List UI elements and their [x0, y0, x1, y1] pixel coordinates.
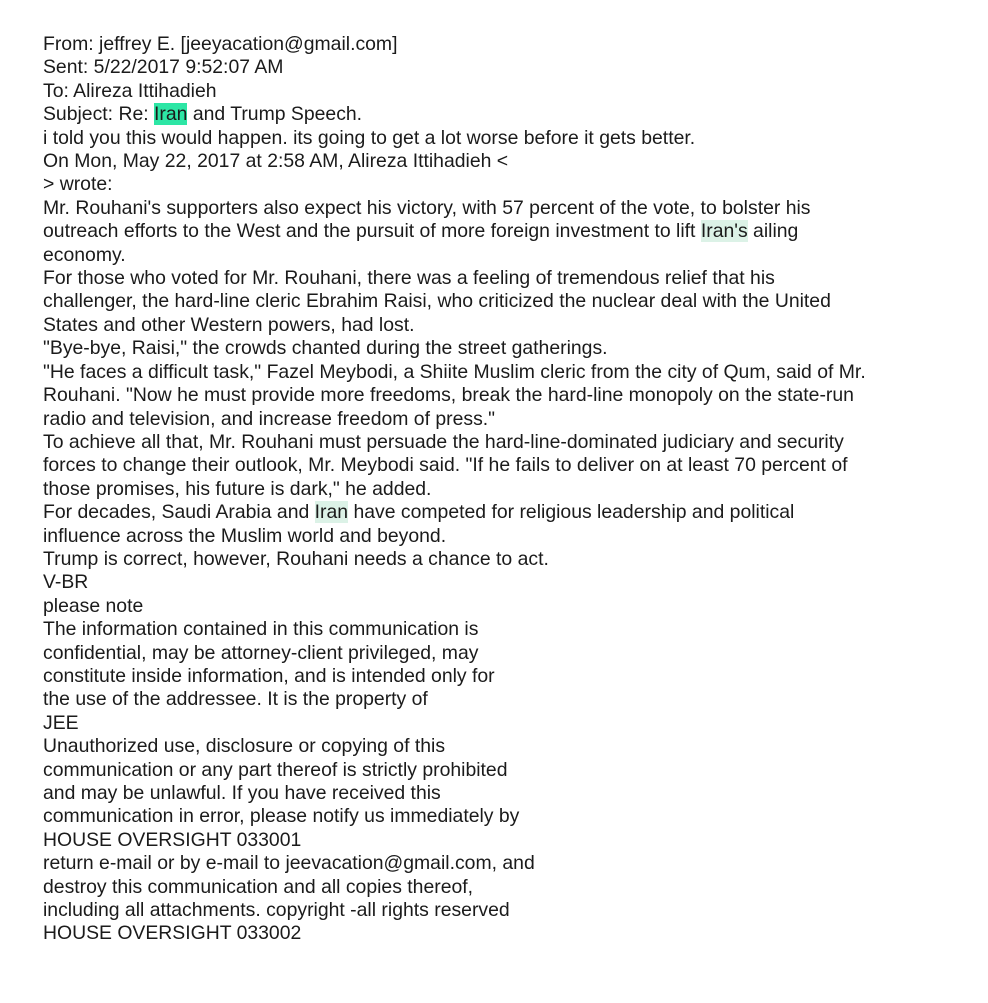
email-text-segment: HOUSE OVERSIGHT 033002 [43, 922, 302, 945]
email-line [43, 478, 968, 501]
email-line [43, 899, 968, 922]
email-line [43, 173, 968, 196]
email-line [43, 759, 968, 782]
email-text-segment: To: Alireza Ittihadieh [43, 79, 217, 102]
email-text-segment: constitute inside information, and is intended only for [43, 664, 495, 687]
email-text-segment: have competed for religious leadership and political [348, 501, 795, 524]
email-text-segment: return e-mail or by e-mail to jeevacation@gmail.com, and [43, 852, 535, 875]
email-line [43, 431, 968, 454]
email-line [43, 782, 968, 805]
email-line [43, 829, 968, 852]
email-line [43, 805, 968, 828]
email-line [43, 56, 968, 79]
email-text-segment: V-BR [43, 571, 89, 594]
email-line [43, 548, 968, 571]
email-text-segment: economy. [43, 243, 126, 266]
email-text-segment: communication in error, please notify us immediately by [43, 805, 520, 828]
email-line [43, 361, 968, 384]
email-text-segment: States and other Western powers, had lost. [43, 313, 415, 336]
highlighted-term: Iran [314, 501, 349, 524]
email-text-segment: > wrote: [43, 173, 113, 196]
email-text-segment: including all attachments. copyright -all rights reserved [43, 899, 510, 922]
email-text-segment: "Bye-bye, Raisi," the crowds chanted during the street gatherings. [43, 337, 608, 360]
email-line [43, 618, 968, 641]
email-text-segment: influence across the Muslim world and beyond. [43, 524, 447, 547]
email-line [43, 408, 968, 431]
email-text-segment: Unauthorized use, disclosure or copying of this [43, 735, 446, 758]
email-text-segment: communication or any part thereof is strictly prohibited [43, 758, 508, 781]
email-line [43, 571, 968, 594]
email-line [43, 220, 968, 243]
email-text-segment: and may be unlawful. If you have received this [43, 782, 441, 804]
email-line [43, 688, 968, 711]
email-body [43, 33, 968, 946]
email-text-segment: confidential, may be attorney-client privileged, may [43, 641, 479, 664]
email-text-segment: To achieve all that, Mr. Rouhani must persuade the hard-line-dominated judiciary and security [43, 430, 844, 453]
email-line [43, 290, 968, 313]
email-text-segment: please note [43, 594, 144, 617]
email-text-segment: "He faces a difficult task," Fazel Meybodi, a Shiite Muslim cleric from the city of Qum, said of Mr. [43, 360, 866, 383]
email-line [43, 197, 968, 220]
email-line [43, 267, 968, 290]
email-line [43, 922, 968, 945]
email-text-segment: Rouhani. "Now he must provide more freedoms, break the hard-line monopoly on the state-run [43, 384, 854, 407]
email-line [43, 735, 968, 758]
email-text-segment: i told you this would happen. its going to get a lot worse before it gets better. [43, 126, 696, 149]
email-text-segment: Sent: 5/22/2017 9:52:07 AM [43, 56, 284, 79]
email-text-segment: challenger, the hard-line cleric Ebrahim Raisi, who criticized the nuclear deal with the United [43, 290, 831, 313]
highlighted-term: Iran [154, 103, 188, 126]
email-line [43, 525, 968, 548]
email-text-segment: destroy this communication and all copies thereof, [43, 875, 474, 898]
email-text-segment: those promises, his future is dark," he added. [43, 477, 432, 500]
email-line [43, 852, 968, 875]
email-line [43, 337, 968, 360]
email-line [43, 314, 968, 337]
email-line [43, 384, 968, 407]
email-line [43, 33, 968, 56]
email-text-segment: ailing [747, 220, 799, 243]
email-text-segment: For decades, Saudi Arabia and [43, 501, 315, 524]
email-line [43, 103, 968, 126]
email-text-segment: For those who voted for Mr. Rouhani, there was a feeling of tremendous relief that his [43, 267, 775, 290]
email-line [43, 454, 968, 477]
email-text-segment: HOUSE OVERSIGHT 033001 [43, 828, 302, 851]
email-text-segment: the use of the addressee. It is the property of [43, 688, 428, 711]
email-text-segment: Mr. Rouhani's supporters also expect his victory, with 57 percent of the vote, to bolster his [43, 196, 811, 219]
email-text-segment: forces to change their outlook, Mr. Meybodi said. "If he fails to deliver on at least 70 percent of [43, 454, 848, 477]
email-line [43, 642, 968, 665]
email-line [43, 876, 968, 899]
email-text-segment: From: jeffrey E. [jeeyacation@gmail.com] [43, 33, 398, 55]
email-line [43, 244, 968, 267]
email-text-segment: JEE [43, 711, 79, 734]
email-text-segment: Subject: Re: [43, 103, 155, 126]
email-line [43, 501, 968, 524]
email-text-segment: Trump is correct, however, Rouhani needs a chance to act. [43, 547, 549, 570]
email-text-segment: and Trump Speech. [187, 103, 363, 126]
highlighted-term: Iran's [700, 220, 748, 243]
email-text-segment: The information contained in this communication is [43, 618, 479, 641]
email-line [43, 712, 968, 735]
email-text-segment: radio and television, and increase freedom of press." [43, 407, 496, 430]
email-text-segment: outreach efforts to the West and the pursuit of more foreign investment to lift [43, 220, 701, 243]
email-text-segment: On Mon, May 22, 2017 at 2:58 AM, Alireza Ittihadieh < [43, 150, 509, 173]
email-line [43, 150, 968, 173]
email-line [43, 80, 968, 103]
email-line [43, 665, 968, 688]
email-line [43, 595, 968, 618]
email-line [43, 127, 968, 150]
